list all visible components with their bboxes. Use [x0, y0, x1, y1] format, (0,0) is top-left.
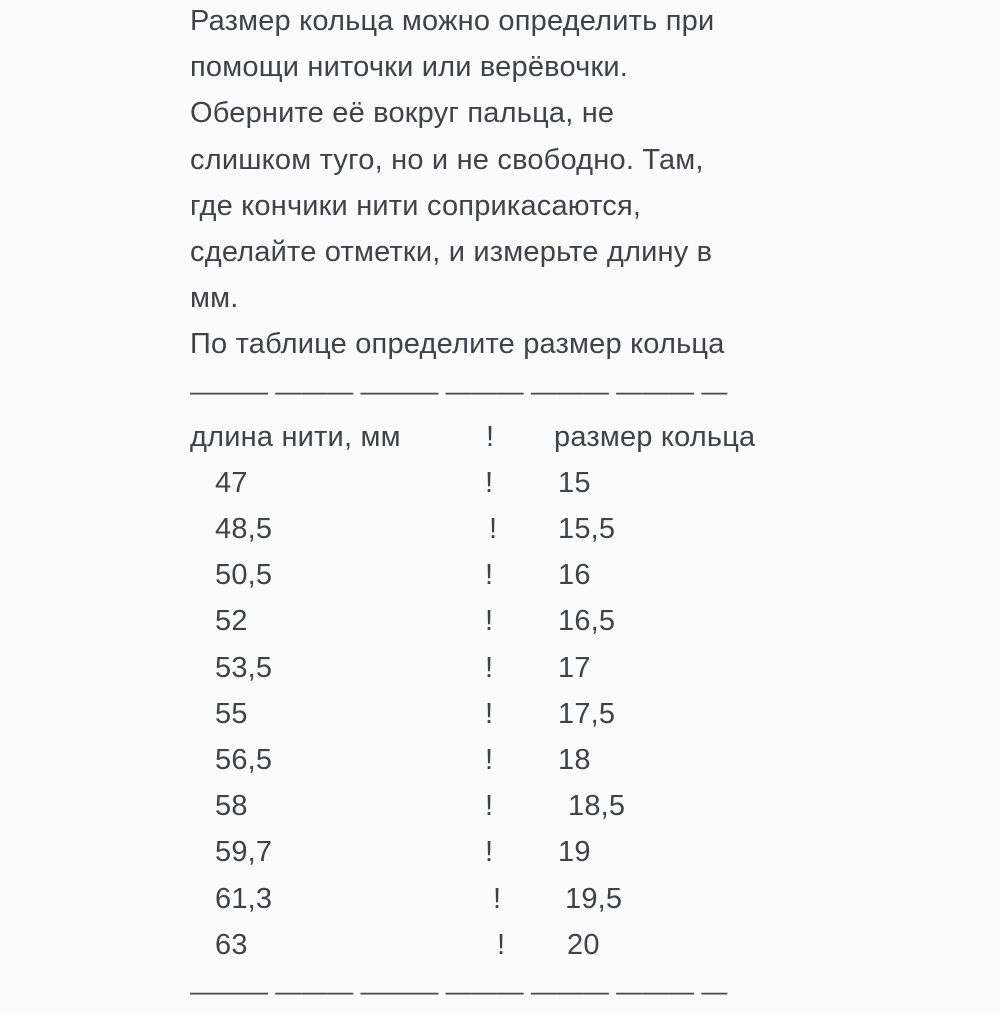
table-row [190, 922, 830, 968]
column-separator: ! [485, 605, 494, 638]
column-separator: ! [485, 559, 494, 592]
column-separator: ! [497, 928, 506, 961]
intro-line: Размер кольца можно определить при [190, 5, 715, 37]
intro-line: мм. [190, 282, 239, 315]
ring-size-value: 19,5 [565, 882, 623, 915]
ring-size-value: 15 [558, 466, 591, 499]
column-separator: ! [485, 790, 494, 823]
column-separator: ! [489, 513, 498, 546]
ring-size-value: 16,5 [558, 605, 616, 638]
thread-length-value: 50,5 [215, 559, 273, 592]
ring-size-value: 15,5 [558, 513, 616, 546]
intro-line: Оберните её вокруг пальца, не [190, 97, 615, 130]
thread-length-value: 52 [215, 605, 248, 638]
ring-size-value: 19 [558, 836, 591, 869]
table-row [190, 552, 830, 598]
intro-line: По таблице определите размер кольца [190, 328, 725, 361]
table-row [190, 691, 830, 737]
ring-size-value: 17,5 [558, 697, 616, 730]
thread-length-value: 48,5 [215, 513, 273, 546]
column-separator: ! [485, 836, 494, 869]
thread-length-value: 55 [215, 697, 248, 730]
ring-size-value: 20 [567, 928, 600, 961]
table-header-row [190, 414, 830, 460]
thread-length-value: 63 [215, 928, 248, 961]
thread-length-value: 47 [215, 466, 248, 499]
thread-length-header: длина нити, мм [190, 420, 401, 453]
column-separator: ! [486, 420, 495, 453]
ring-size-value: 18,5 [568, 790, 626, 823]
table-row [190, 460, 830, 506]
column-separator: ! [485, 697, 494, 730]
intro-line: где кончики нити соприкасаются, [190, 189, 642, 222]
thread-length-value: 56,5 [215, 744, 273, 776]
ring-size-header: размер кольца [554, 420, 756, 453]
thread-length-value: 59,7 [215, 836, 273, 869]
bottom-divider: ——— ——— ——— ——— ——— ——— — [190, 975, 728, 1006]
column-separator: ! [485, 466, 494, 499]
intro-paragraph [190, 0, 830, 368]
table-row [190, 645, 830, 691]
intro-line: слишком туго, но и не свободно. Там, [190, 143, 704, 176]
column-separator: ! [485, 744, 494, 776]
table-row [190, 783, 830, 829]
thread-length-value: 58 [215, 790, 248, 823]
column-separator: ! [485, 651, 494, 684]
ring-size-value: 16 [558, 559, 591, 592]
intro-line: сделайте отметки, и измерьте длину в [190, 235, 713, 268]
table-row [190, 737, 830, 783]
intro-line: помощи ниточки или верёвочки. [190, 51, 628, 84]
top-divider: ——— ——— ——— ——— ——— ——— — [190, 375, 728, 406]
column-separator: ! [493, 882, 502, 915]
ring-size-table [190, 414, 830, 968]
ring-size-value: 18 [558, 744, 591, 776]
document-body [190, 0, 830, 1014]
table-row [190, 506, 830, 552]
table-row [190, 598, 830, 644]
table-row [190, 829, 830, 875]
table-row [190, 876, 830, 922]
thread-length-value: 53,5 [215, 651, 273, 684]
ring-size-value: 17 [558, 651, 591, 684]
thread-length-value: 61,3 [215, 882, 273, 915]
